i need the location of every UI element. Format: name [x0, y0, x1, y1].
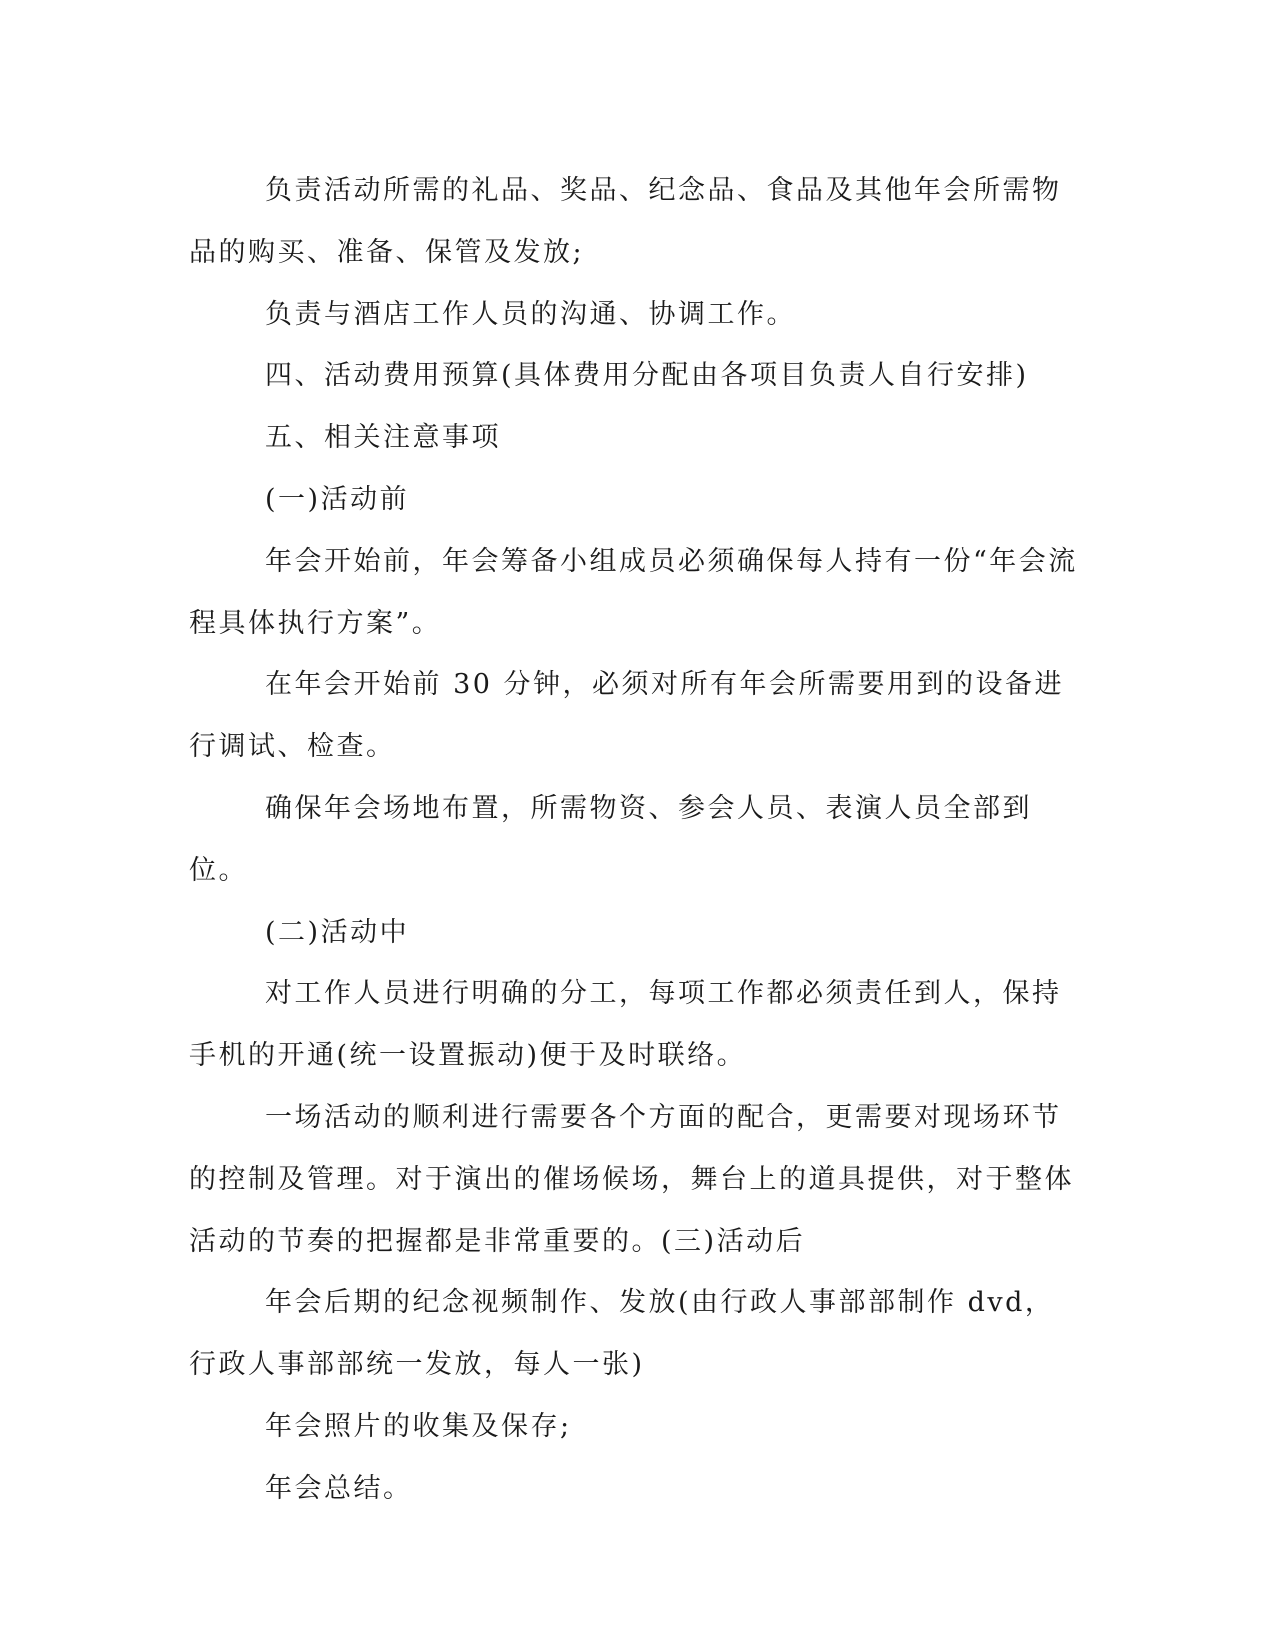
heading-notes: 五、相关注意事项 [265, 422, 501, 454]
paragraph-equipment-check: 在年会开始前 30 分钟，必须对所有年会所需要用到的设备进行调试、检查。 [189, 669, 1065, 763]
paragraph-gift-procurement: 负责活动所需的礼品、奖品、纪念品、食品及其他年会所需物品的购买、准备、保管及发放; [189, 175, 1062, 268]
paragraph-hotel-coordination: 负责与酒店工作人员的沟通、协调工作。 [265, 298, 796, 330]
paragraph-venue-ready: 确保年会场地布置，所需物资、参会人员、表演人员全部到位。 [189, 792, 1032, 886]
paragraph-photo-collection: 年会照片的收集及保存; [265, 1410, 572, 1442]
paragraph-video-production: 年会后期的纪念视频制作、发放(由行政人事部部制作 dvd，行政人事部部统一发放，每人一张) [189, 1287, 1055, 1381]
paragraph-coordination-control: 一场活动的顺利进行需要各个方面的配合，更需要对现场环节的控制及管理。对于演出的催场候场，舞台上的道具提供，对于整体活动的节奏的把握都是非常重要的。(三)活动后 [189, 1101, 1074, 1257]
document-body [189, 160, 1079, 1520]
heading-budget: 四、活动费用预算(具体费用分配由各项目负责人自行安排) [265, 360, 1029, 392]
paragraph-execution-plan: 年会开始前，年会筹备小组成员必须确保每人持有一份“年会流程具体执行方案”。 [189, 545, 1078, 639]
paragraph-summary: 年会总结。 [265, 1472, 413, 1504]
paragraph-staff-division: 对工作人员进行明确的分工，每项工作都必须责任到人，保持手机的开通(统一设置振动)便于及时联络。 [189, 978, 1062, 1072]
subheading-during-event: (二)活动中 [265, 916, 410, 948]
subheading-before-event: (一)活动前 [265, 483, 410, 515]
